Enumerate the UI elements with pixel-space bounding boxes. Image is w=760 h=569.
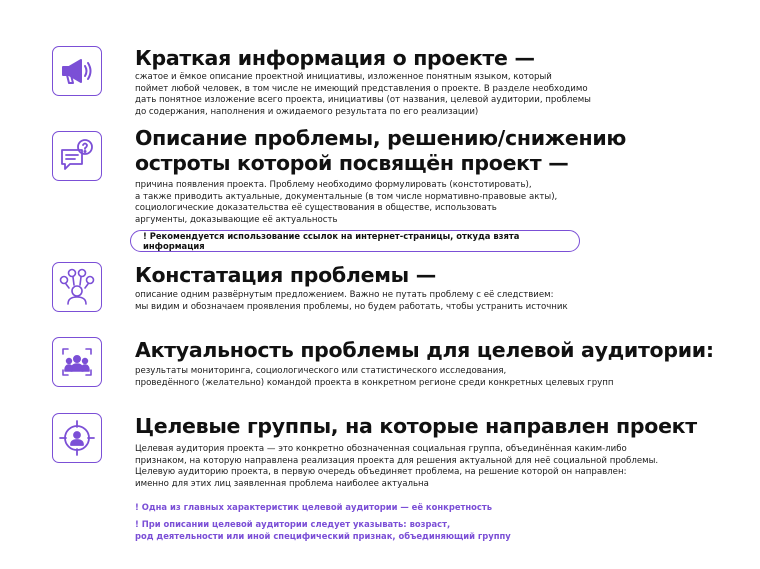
section-1-line: сжатое и ёмкое описание проектной инициативы, изложенное понятным языком, который xyxy=(135,72,552,82)
section-4-line: результаты мониторинга, социологического или статистического исследования, xyxy=(135,366,507,376)
megaphone-icon-box xyxy=(52,46,102,96)
section-5-note-1: ! Одна из главных характеристик целевой аудитории — её конкретность xyxy=(135,502,493,512)
target-person-icon-box xyxy=(52,413,102,463)
audience-group-icon xyxy=(57,342,97,382)
section-3-title: Констатация проблемы — xyxy=(135,263,436,287)
section-2-title-line: остроты которой посвящён проект — xyxy=(135,151,569,175)
person-ideas-icon-box xyxy=(52,262,102,312)
section-1-title: Краткая информация о проекте — xyxy=(135,46,535,70)
target-person-icon xyxy=(57,418,97,458)
chat-question-icon-box xyxy=(52,131,102,181)
section-1-line: дать понятное изложение всего проекта, инициативы (от названия, целевой аудитории, проблемы xyxy=(135,95,591,105)
section-4-title: Актуальность проблемы для целевой аудитории: xyxy=(135,338,714,362)
section-3-body xyxy=(135,290,568,313)
person-ideas-icon xyxy=(57,267,97,307)
megaphone-icon xyxy=(57,51,97,91)
section-5-line: именно для этих лиц заявленная проблема наиболее актуальна xyxy=(135,478,429,489)
section-5-line: Целевую аудиторию проекта, в первую очередь объединяет проблема, на решение которой он направлен: xyxy=(135,467,627,477)
section-2-body xyxy=(135,180,557,226)
section-3-line: мы видим и обозначаем проявления проблемы, но будем работать, чтобы устранить источник xyxy=(135,301,568,312)
section-2-line: причина появления проекта. Проблему необходимо формулировать (констотировать), xyxy=(135,180,532,190)
section-5-line: признаком, на которую направлена реализация проекта для решения актуальной для неё социальной проблемы. xyxy=(135,455,659,466)
section-4-body xyxy=(135,366,613,389)
section-1-body xyxy=(135,72,591,118)
section-5-body xyxy=(135,444,658,490)
section-2-title-line: Описание проблемы, решению/снижению xyxy=(135,126,627,150)
section-4-line: проведённого (желательно) командой проекта в конкретном регионе среди конкретных целевых групп xyxy=(135,377,614,388)
audience-group-icon-box xyxy=(52,337,102,387)
section-2-line: аргументы, доказывающие её актуальность xyxy=(135,214,338,225)
section-1-line: поймет любой человек, в том числе не имеющий представления о проекте. В разделе необходимо xyxy=(135,83,588,94)
chat-question-icon xyxy=(57,136,97,176)
section-3-line: описание одним развёрнутым предложением. Важно не путать проблему с её следствием: xyxy=(135,290,554,300)
section-5-note-2 xyxy=(135,519,511,542)
section-2-title xyxy=(135,126,626,176)
section-1-line: до содержания, наполнения и ожидаемого результата по его реализации) xyxy=(135,106,479,117)
section-5-note-line: род деятельности или иной специфический признак, объединяющий группу xyxy=(135,530,511,541)
section-2-line: а также приводить актуальные, документальные (в том числе нормативно-правовые акты), xyxy=(135,191,558,202)
section-5-title: Целевые группы, на которые направлен проект xyxy=(135,414,697,438)
recommendation-pill: ! Рекомендуется использование ссылок на интернет-страницы, откуда взята информация xyxy=(130,230,580,252)
section-2-line: социологические доказательства её существования в обществе, использовать xyxy=(135,203,497,213)
section-5-note-line: ! При описании целевой аудитории следует указывать: возраст, xyxy=(135,519,451,529)
section-5-line: Целевая аудитория проекта — это конкретно обозначенная социальная группа, объединённая каким-либо xyxy=(135,444,627,454)
